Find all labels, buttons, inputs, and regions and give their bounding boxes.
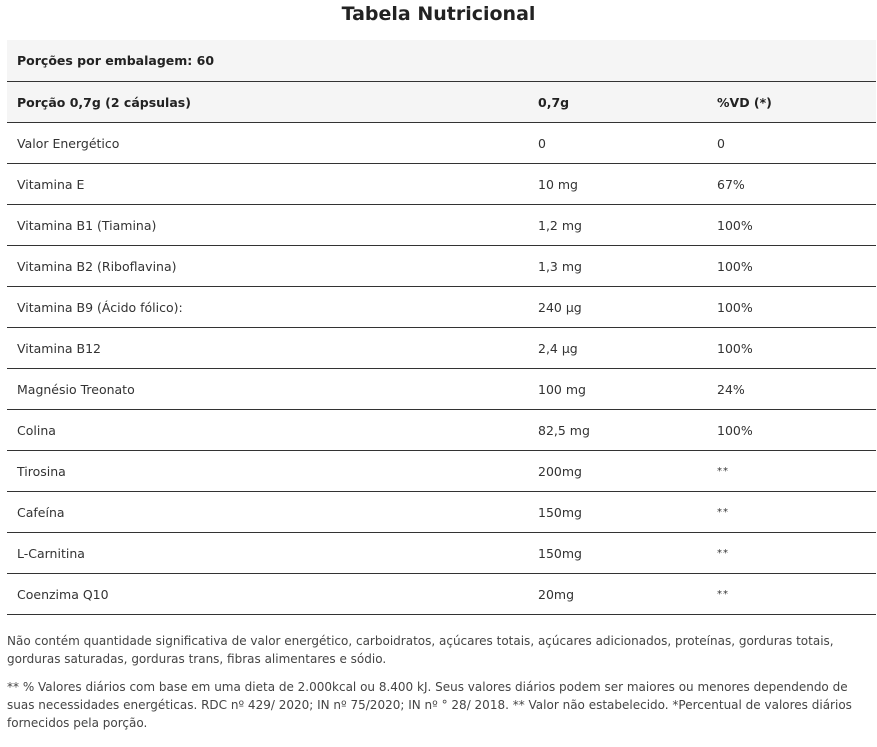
servings-label: Porções por embalagem: 60: [17, 53, 215, 68]
table-body: [7, 123, 876, 614]
nutrient-amount: 82,5 mg: [538, 422, 590, 438]
nutrient-amount: 0: [538, 135, 546, 151]
nutrient-vd: **: [717, 588, 729, 600]
page-title: Tabela Nutricional: [341, 3, 536, 25]
nutrient-name: Vitamina B1 (Tiamina): [17, 217, 157, 233]
nutrient-name: Vitamina B9 (Ácido fólico):: [17, 299, 183, 315]
nutrient-vd: **: [717, 465, 729, 477]
nutrient-amount: 100 mg: [538, 381, 586, 397]
table-row: [7, 533, 876, 574]
nutrient-vd: 100%: [717, 422, 753, 438]
table-row: [7, 451, 876, 492]
nutrient-vd: 100%: [717, 340, 753, 356]
table-row: [7, 574, 876, 614]
nutrient-vd: 100%: [717, 299, 753, 315]
nutrient-amount: 1,2 mg: [538, 217, 582, 233]
nutrient-vd: 100%: [717, 217, 753, 233]
table-row: [7, 287, 876, 328]
header-portion: Porção 0,7g (2 cápsulas): [17, 94, 191, 110]
nutrient-name: Cafeína: [17, 504, 65, 520]
nutrient-vd: 100%: [717, 258, 753, 274]
nutrient-amount: 10 mg: [538, 176, 578, 192]
nutrient-amount: 200mg: [538, 463, 582, 479]
nutrient-vd: 24%: [717, 381, 745, 397]
nutrient-name: Tirosina: [17, 463, 66, 479]
nutrition-table: [7, 40, 876, 615]
nutrient-name: L-Carnitina: [17, 545, 85, 561]
nutrient-name: Coenzima Q10: [17, 586, 109, 602]
footnote-not-significant: Não contém quantidade significativa de valor energético, carboidratos, açúcares totais, açúcares adicionados, proteínas, gorduras totais, gorduras saturadas, gorduras trans, fibras alimentares e sódio.: [7, 634, 834, 666]
nutrient-amount: 1,3 mg: [538, 258, 582, 274]
table-row: [7, 328, 876, 369]
nutrient-amount: 2,4 μg: [538, 340, 578, 356]
nutrient-name: Valor Energético: [17, 135, 120, 151]
nutrient-name: Vitamina B2 (Riboflavina): [17, 258, 177, 274]
nutrient-amount: 240 μg: [538, 299, 582, 315]
table-row: [7, 164, 876, 205]
footnote-daily-values: ** % Valores diários com base em uma dieta de 2.000kcal ou 8.400 kJ. Seus valores diários podem ser maiores ou menores dependendo de suas necessidades energéticas. RDC nº 429/ 2020; IN nº 75/2020; IN nº ° 28/ 2018. ** Valor não estabelecido. *Percentual de valores diários fornecidos pela porção.: [7, 680, 852, 730]
table-row: [7, 123, 876, 164]
table-row: [7, 410, 876, 451]
table-row: [7, 205, 876, 246]
table-row: [7, 369, 876, 410]
nutrient-name: Magnésio Treonato: [17, 381, 135, 397]
nutrient-vd: **: [717, 506, 729, 518]
nutrient-vd: 67%: [717, 176, 745, 192]
nutrient-amount: 150mg: [538, 545, 582, 561]
nutrient-amount: 20mg: [538, 586, 575, 602]
table-row: [7, 492, 876, 533]
nutrient-vd: 0: [717, 135, 725, 151]
footnotes: [7, 632, 873, 742]
table-header: [7, 82, 876, 123]
nutrient-name: Vitamina E: [17, 176, 85, 192]
nutrient-name: Colina: [17, 422, 56, 438]
header-vd: %VD (*): [717, 94, 772, 110]
table-row: [7, 246, 876, 287]
header-amount: 0,7g: [538, 94, 570, 110]
nutrient-name: Vitamina B12: [17, 340, 101, 356]
nutrient-vd: **: [717, 547, 729, 559]
servings-row: [7, 40, 876, 82]
nutrient-amount: 150mg: [538, 504, 582, 520]
